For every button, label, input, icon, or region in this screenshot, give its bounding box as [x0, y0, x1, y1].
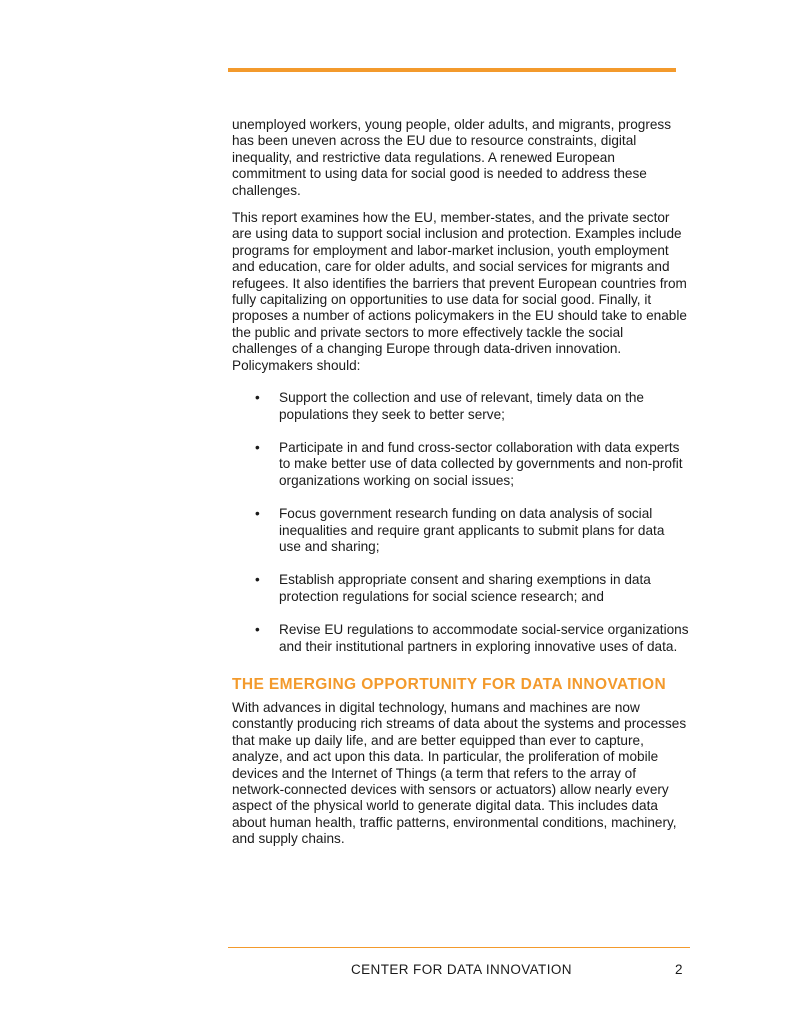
bullet-icon: • [255, 622, 260, 638]
paragraph-3: With advances in digital technology, humans and machines are now constantly producing rich streams of data about the systems and processes that make up daily life, and are better equipped than ever to capture, analyze, and act upon this data. In particular, the proliferation of mobile devices and the Internet of Things (a term that refers to the array of network-connected devices with sensors or actuators) allow nearly every aspect of the physical world to generate digital data. This includes data about human health, traffic patterns, environmental conditions, machinery, and supply chains. [232, 699, 687, 847]
list-item [232, 506, 690, 555]
list-item-text: Revise EU regulations to accommodate social-service organizations and their institutional partners in exploring innovative uses of data. [279, 622, 689, 654]
bullet-icon: • [255, 572, 260, 588]
paragraph-1: unemployed workers, young people, older adults, and migrants, progress has been uneven across the EU due to resource constraints, digital inequality, and restrictive data regulations. A renewed European commitment to using data for social good is needed to address these challenges. [232, 117, 672, 198]
recommendations-list [232, 390, 690, 655]
footer-rule [228, 947, 690, 948]
page-number: 2 [675, 962, 683, 977]
list-item-text: Focus government research funding on data analysis of social inequalities and require grant applicants to submit plans for data use and sharing; [279, 506, 665, 554]
section-heading: THE EMERGING OPPORTUNITY FOR DATA INNOVATION [232, 675, 667, 693]
bullet-icon: • [255, 506, 260, 522]
footer-organization: CENTER FOR DATA INNOVATION [351, 962, 572, 977]
bullet-icon: • [255, 439, 260, 455]
list-item-text: Establish appropriate consent and sharing exemptions in data protection regulations for social science research; and [279, 572, 651, 604]
list-item [232, 622, 690, 655]
list-item-text: Support the collection and use of relevant, timely data on the populations they seek to better serve; [279, 390, 644, 422]
header-rule [228, 68, 676, 72]
page-content [232, 117, 690, 859]
list-item-text: Participate in and fund cross-sector collaboration with data experts to make better use of data collected by governments and non-profit organizations working on social issues; [279, 439, 683, 488]
list-item [232, 440, 690, 489]
bullet-icon: • [255, 390, 260, 406]
list-item [232, 390, 690, 423]
list-item [232, 572, 690, 605]
paragraph-2: This report examines how the EU, member-states, and the private sector are using data to support social inclusion and protection. Examples include programs for employment and labor-market inclusion, youth employment and education, care for older adults, and social services for migrants and refugees. It also identifies the barriers that prevent European countries from fully capitalizing on opportunities to use data for social good. Finally, it proposes a number of actions policymakers in the EU should take to enable the public and private sectors to more effectively tackle the social challenges of a changing Europe through data-driven innovation. Policymakers should: [232, 210, 687, 373]
